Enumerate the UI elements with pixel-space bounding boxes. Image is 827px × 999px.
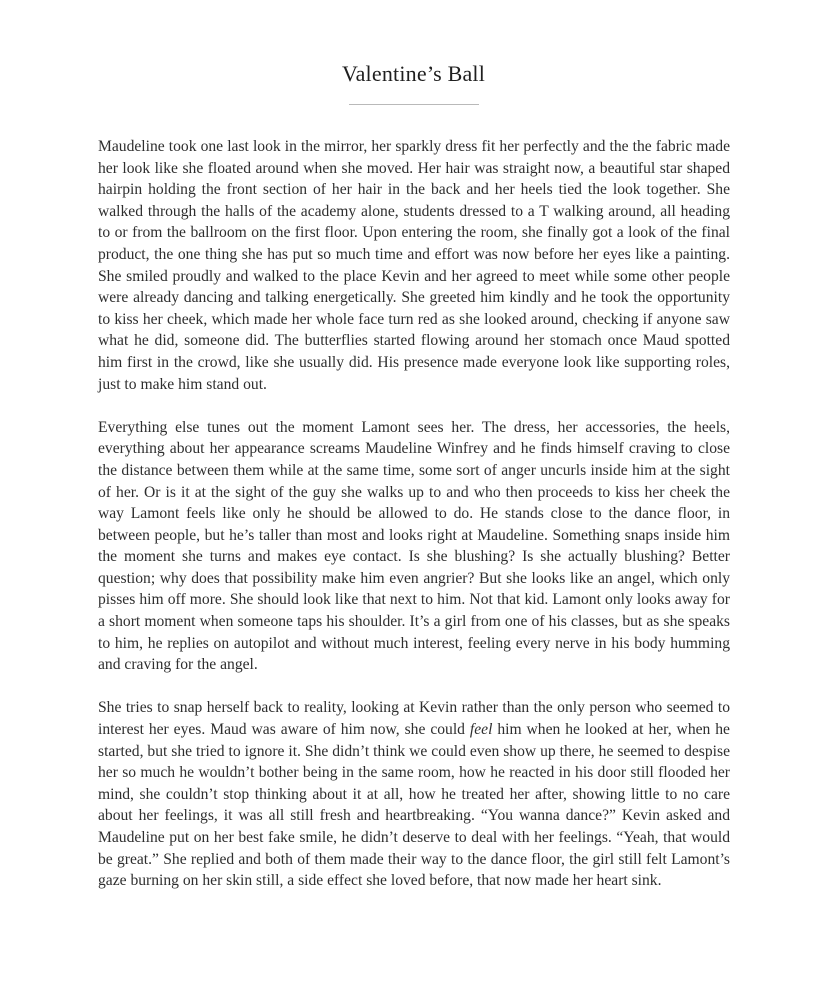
paragraph-2: Everything else tunes out the moment Lamont sees her. The dress, her accessories, the heels, everything about her appearance screams Maudeline Winfrey and he finds himself craving to close the distance between them while at the same time, some sort of anger uncurls inside him at the sight of her. Or is it at the sight of the guy she walks up to and who then proceeds to kiss her cheek the way Lamont feels like only he should be allowed to do. He stands close to the dance floor, in between people, but he’s taller than most and looks right at Maudeline. Something snaps inside him the moment she turns and makes eye contact. Is she blushing? Is she actually blushing? Better question; why does that possibility make him even angrier? But she looks like an angel, which only pisses him off more. She should look like that next to him. Not that kid. Lamont only looks away for a short moment when someone taps his shoulder. It’s a girl from one of his classes, but as she speaks to him, he replies on autopilot and without much interest, feeling every nerve in his body humming and craving for the angel.: [98, 418, 730, 674]
page-title: Valentine’s Ball: [341, 61, 486, 86]
document-body: [98, 136, 730, 892]
paragraph-3: [98, 697, 730, 891]
paragraph-3-text-after: him when he looked at her, when he started, but she tried to ignore it. She didn’t think we could even show up there, he seemed to despise her so much he wouldn’t bother being in the same room, how he reacted in his door still flooded her mind, she couldn’t stop thinking about it at all, how he treated her after, showing little to no care about her feelings, it was all still fresh and heartbreaking. “You wanna dance?” Kevin asked and Maudeline put on her best fake smile, he didn’t deserve to deal with her feelings. “Yeah, that would be great.” She replied and both of them made their way to the dance floor, the girl still felt Lamont’s gaze burning on her skin still, a side effect she loved before, that now made her heart sink.: [98, 721, 730, 890]
title-divider: [349, 104, 479, 105]
paragraph-1: Maudeline took one last look in the mirror, her sparkly dress fit her perfectly and the the fabric made her look like she floated around when she moved. Her hair was straight now, a beautiful star shaped hairpin holding the front section of her hair in the back and her heels tied the look together. She walked through the halls of the academy alone, students dressed to a T walking around, all heading to or from the ballroom on the first floor. Upon entering the room, she finally got a look of the final product, the one thing she has put so much time and effort was now before her eyes like a painting. She smiled proudly and walked to the place Kevin and her agreed to meet while some other people were already dancing and talking energetically. She greeted him kindly and he took the opportunity to kiss her cheek, which made her whole face turn red as she looked around, checking if anyone saw what he did, someone did. The butterflies started flowing around her stomach once Maud spotted him first in the crowd, like she usually did. His presence made everyone look like supporting roles, just to make him stand out.: [98, 138, 730, 393]
paragraph-3-emphasis: feel: [469, 721, 493, 739]
paragraph-3-text-before: She tries to snap herself back to reality, looking at Kevin rather than the only person who seemed to interest her eyes. Maud was aware of him now, she could: [98, 699, 730, 739]
